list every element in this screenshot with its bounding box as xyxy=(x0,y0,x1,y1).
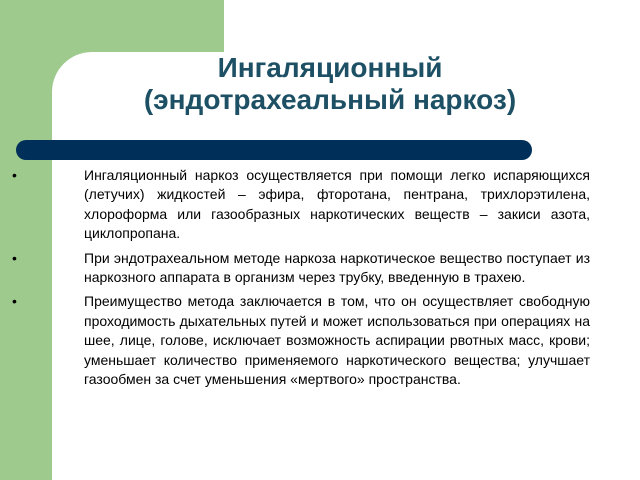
bullet-dot-icon: • xyxy=(12,249,17,266)
bullet-item-text: Преимущество метода заключается в том, что он осуществляет свободную проходимость дыхательных путей и может использоваться при операциях на шее, лице, голове, исключает возможность аспирации рвотных масс, крови; уменьшает количество применяемого наркотического вещества; улучшает газообмен за счет уменьшения «мертвого» пространства. xyxy=(84,293,590,388)
slide-title-line-1: Ингаляционный xyxy=(217,52,443,83)
bullet-item xyxy=(12,292,590,389)
slide-title-line-2: (эндотрахеальный наркоз) xyxy=(143,84,517,115)
bullet-item-text: Ингаляционный наркоз осуществляется при помощи легко испаряющихся (летучих) жидкостей – эфира, фторотана, пентрана, трихлорэтилена, хлороформа или газообразных наркотических веществ – закиси азота, циклопропана. xyxy=(84,167,590,242)
bullet-dot-icon: • xyxy=(12,293,17,310)
bullet-item xyxy=(12,249,590,288)
slide-title xyxy=(60,52,600,116)
bullet-item xyxy=(12,166,590,244)
bullet-list xyxy=(12,166,590,394)
bullet-item-text: При эндотрахеальном методе наркоза наркотическое вещество поступает из наркозного аппарата в организм через трубку, введенную в трахею. xyxy=(84,249,590,286)
bullet-dot-icon: • xyxy=(12,167,17,183)
title-divider-bar xyxy=(16,140,532,160)
